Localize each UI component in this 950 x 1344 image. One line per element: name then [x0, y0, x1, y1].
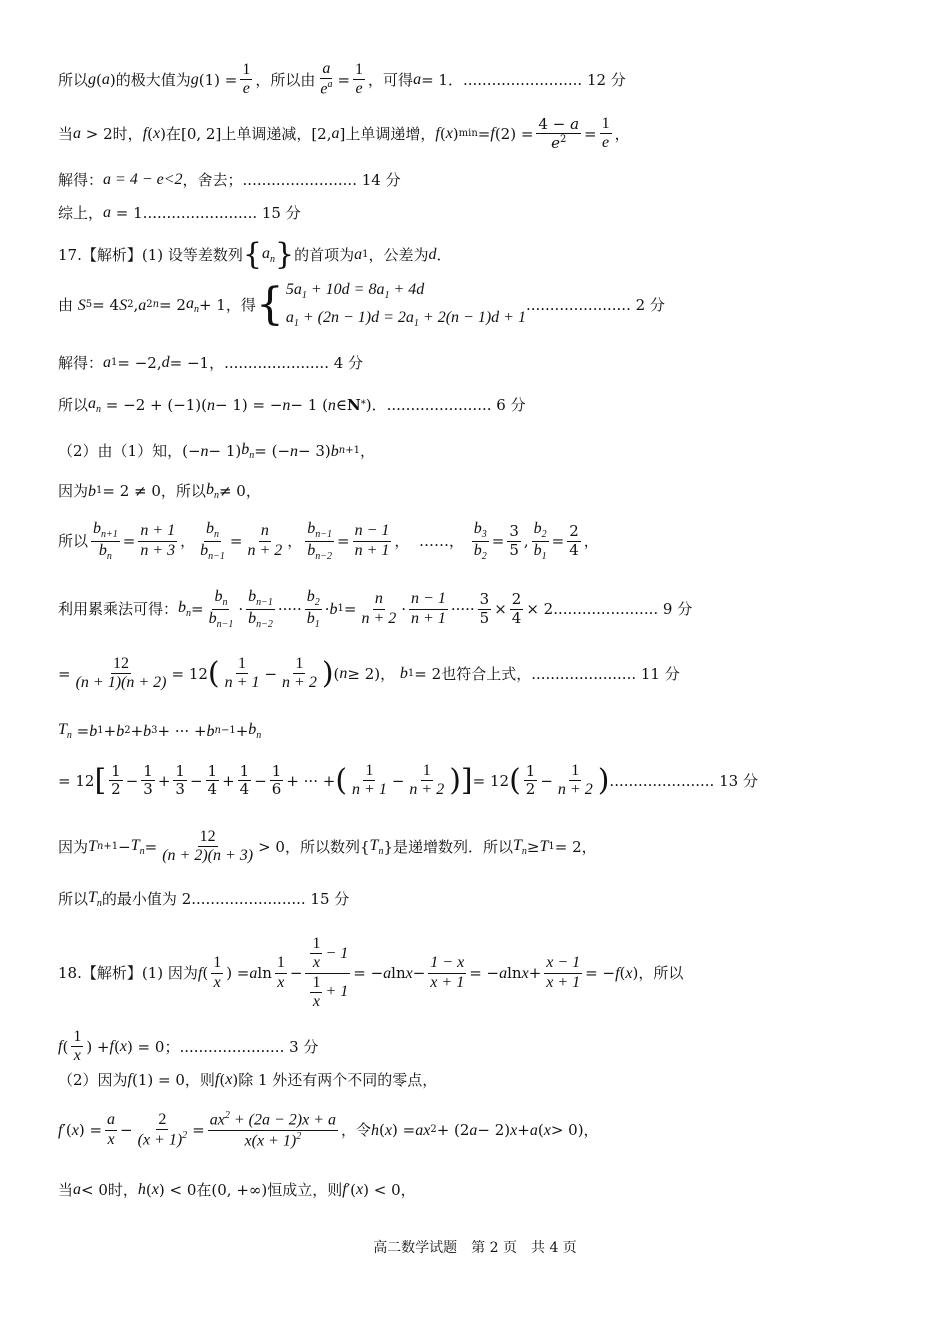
score: ........................ 15 分: [191, 890, 350, 909]
q18-heading: 18.【解析】(1) 因为 f ( $\frac{1}{x}$ ) = a ln $\frac{1}{x}$ − $\frac{1}{x}$ − 1 $\frac{1}{x}$ + 1 = − a ln x − $\frac{1 - x}{x + 1}$ = − a ln x + $\frac{x - 1}{x + 1}$ = − f ( x ) ，所以: [58, 935, 684, 1011]
text: 解得：: [58, 353, 104, 372]
line-4: 综上， a = 1 ........................ 15 分: [58, 203, 301, 222]
text: ，令: [341, 1121, 372, 1140]
text: ，所以: [160, 482, 206, 501]
line-19: f ( $\frac{1}{x}$ ) + f ( x ) = 0 ；...................... 3 分: [58, 1028, 319, 1065]
text: 的极大值为: [115, 70, 191, 89]
line-2: 当 a > 2 时， f ( x ) 在 [0, 2] 上单调递减， [2, a ] 上单调递增， f ( x ) min = f (2) = $\frac{4 - a}{e^2}$ = $\frac{1}{e}$ ，: [58, 114, 630, 152]
score: ...................... 13 分: [609, 771, 758, 790]
line-3: [58, 170, 910, 189]
text: 的首项为: [294, 246, 355, 264]
score: ........................ 14 分: [242, 170, 401, 189]
line-11: 所以 $\frac{b_{n+1}}{b_n}$ = $\frac{n + 1}{n + 3}$ ， $\frac{b_n}{b_{n-1}}$ = $\frac{n}{n + 2}$ ， $\frac{b_{n-1}}{b_{n-2}}$ = $\frac{n - 1}{n + 1}$ ， ……， $\frac{b_3}{b_2}$ = $\frac{3}{5}$ , $\frac{b_2}{b_1}$ = $\frac{2}{4}$ ，: [58, 520, 599, 562]
line-1: 所以 g ( a ) 的极大值为 g (1) = $\frac{1}{e}$ ，所以由 $\frac{a}{e^a}$ = $\frac{1}{e}$ ，可得 a = 1 ． ......................... 12 分: [58, 60, 626, 98]
text: ，: [583, 1121, 599, 1140]
text: ，: [380, 664, 396, 683]
text: ，所以数列: [284, 837, 360, 856]
text: 上单调递增，: [345, 124, 436, 143]
fraction: $\frac{1}{e}$: [355, 60, 364, 98]
score: ......................... 12 分: [462, 70, 626, 89]
line-20: （2）因为 f (1) = 0 ，则 f ( x ) 除 1 外还有两个不同的零点，: [58, 1070, 438, 1089]
text: 由: [58, 296, 74, 315]
score: ；...................... 3 分: [164, 1037, 319, 1056]
line-12: 利用累乘法可得： $b_n$ = $\frac{b_n}{b_{n-1}}$ · $\frac{b_{n-1}}{b_{n-2}}$ ····· $\frac{b_2}{b_1}$ · b 1 = $\frac{n}{n + 2}$ · $\frac{n - 1}{n + 1}$ ····· $\frac{3}{5}$ × $\frac{2}{4}$ × 2 ...................... 9 分: [58, 588, 693, 630]
text: （2）由（1）知，: [58, 442, 183, 461]
text: 解得：: [58, 170, 104, 189]
text: 恒成立，则: [267, 1180, 343, 1199]
text: 时，: [112, 124, 143, 143]
text: 也符合上式，: [441, 664, 532, 683]
text: 上单调递减，: [221, 124, 312, 143]
fraction: $\frac{a}{e^a}$: [320, 60, 333, 98]
text: 是递增数列．所以: [393, 837, 514, 856]
math: a = 4 − e<2: [103, 171, 183, 188]
text: 17.【解析】(1) 设等差数列: [58, 246, 243, 264]
text: ，所以由: [255, 70, 316, 89]
line-17: 所以 $T_n$ 的最小值为 2 ........................ 15 分: [58, 889, 350, 910]
text: 利用累乘法可得：: [58, 600, 179, 619]
text: 的最小值为 2: [101, 890, 192, 909]
text: 所以: [58, 532, 89, 551]
page-footer: 高二数学试题 第 2 页 共 4 页: [373, 1240, 577, 1256]
text: 当: [58, 1180, 74, 1199]
score: ．...................... 6 分: [371, 396, 526, 415]
equation-system: { $5a_1 + 10d = 8a_1 + 4d$ $a_1 + (2n - 1)d = 2a_1 + 2(n - 1)d + 1$: [255, 279, 526, 331]
text: 18.【解析】(1) 因为: [58, 964, 198, 983]
text: ，: [581, 837, 597, 856]
line-10: 因为 b 1 = 2 ≠ 0 ，所以 $b_n$ ≠ 0，: [58, 481, 261, 502]
q17-heading: 17.【解析】(1) 设等差数列 { $a_n$ } 的首项为 a 1 ，公差为 d ．: [58, 237, 452, 272]
score: ...................... 9 分: [553, 600, 693, 619]
text: 时，: [107, 1180, 138, 1199]
compound-fraction: $\frac{1}{x}$ − 1 $\frac{1}{x}$ + 1: [305, 935, 350, 1012]
text: ，公差为: [368, 246, 429, 264]
text: 除 1 外还有两个不同的零点，: [238, 1070, 438, 1089]
text: 所以: [58, 396, 89, 415]
text: 所以: [58, 890, 89, 909]
line-7: 解得： a 1 = −2, d = −1 ，...................... 4 分: [58, 353, 364, 372]
fraction: $\frac{1}{e}$: [601, 115, 610, 152]
text: ，得: [225, 296, 256, 315]
line-22: 当 a < 0 时， h ( x ) < 0 在 (0, +∞) 恒成立，则 f ′( x ) < 0 ，: [58, 1180, 416, 1199]
text: ．: [447, 70, 463, 89]
score: ，...................... 4 分: [209, 353, 364, 372]
line-8: 所以 $a_n$ = −2 + (−1)( n − 1) = − n − 1 ( n ∈ N * ) ．...................... 6 分: [58, 395, 526, 416]
text: （2）因为: [58, 1070, 128, 1089]
text: ，可得: [368, 70, 414, 89]
text: ，舍去；: [182, 170, 243, 189]
score: ...................... 2 分: [525, 296, 665, 315]
ellipsis: ……，: [418, 532, 464, 551]
line-15: = 12 [ $\frac{1}{2}$ − $\frac{1}{3}$ + $\frac{1}{3}$ − $\frac{1}{4}$ + $\frac{1}{4}$ − $\frac{1}{6}$ + ··· + ( $\frac{1}{n + 1}$ − $\frac{1}{n + 2}$ )] = 12 ( $\frac{1}{2}$ − $\frac{1}{n + 2}$ ) ...................... 13 分: [58, 762, 758, 799]
text: 综上，: [58, 203, 104, 222]
fraction: $\frac{4 - a}{e^2}$: [538, 114, 580, 152]
line-14: $T_n$ = b 1 + b 2 + b 3 + ··· + b n−1 + $b_n$: [58, 721, 262, 742]
text: 当: [58, 124, 74, 143]
text: ，所以: [638, 964, 684, 983]
text: 因为: [58, 837, 89, 856]
line-9: （2）由（1）知， (− n − 1) $b_n$ = (− n − 3) b n+1 ，: [58, 441, 375, 462]
text: 所以: [58, 70, 89, 89]
line-16: 因为 T n+1 − $T_n$ = $\frac{12}{(n + 2)(n + 3)}$ > 0 ，所以数列 { $T_n$ } 是递增数列．所以 $T_n$ ≥ T 1 = 2 ，: [58, 828, 597, 865]
line-6: 由 S 5 = 4 S 2 , a 2n = 2 $a_n$ + 1 ，得 { $5a_1 + 10d = 8a_1 + 4d$ $a_1 + (2n - 1)d = 2a_1 + 2(n - 1)d + 1$ ...................... 2 分: [58, 279, 665, 331]
text: ，: [400, 1180, 416, 1199]
text: ．: [436, 246, 452, 264]
fraction: $\frac{1}{e}$: [242, 60, 251, 98]
text: ，: [614, 124, 630, 143]
text: ，则: [184, 1070, 215, 1089]
score: ........................ 15 分: [142, 203, 301, 222]
line-13: = $\frac{12}{(n + 1)(n + 2)}$ = 12 ( $\frac{1}{n + 1}$ − $\frac{1}{n + 2}$ ) ( n ≥ 2) ， b 1 = 2 也符合上式， ...................... 11 分: [58, 655, 680, 692]
score: ...................... 11 分: [531, 664, 680, 683]
text: 在: [165, 124, 181, 143]
line-21: f ′( x ) = $\frac{a}{x}$ − $\frac{2}{(x + 1)^2}$ = $\frac{ax^2 + (2a - 2)x + a}{x(x + 1)^2}$ ，令 h ( x ) = ax 2 + (2 a − 2) x + a ( x > 0) ，: [58, 1110, 599, 1150]
text: 因为: [58, 482, 89, 501]
text: 在: [196, 1180, 212, 1199]
